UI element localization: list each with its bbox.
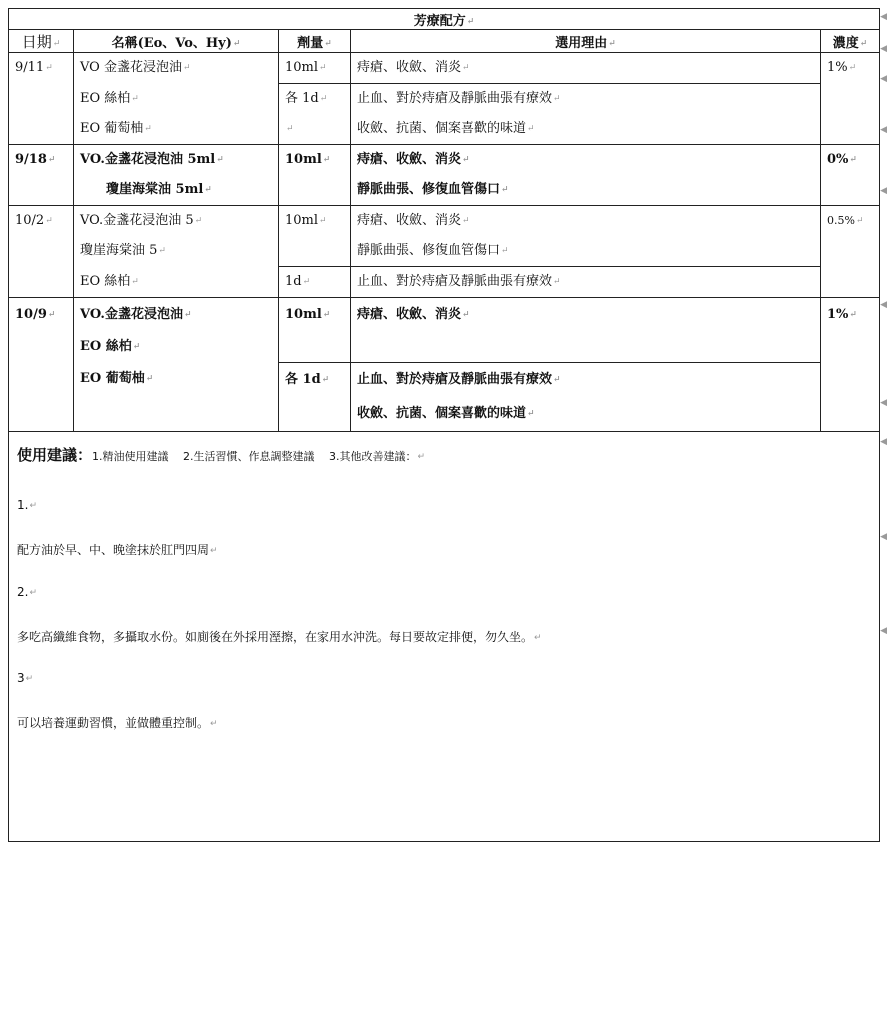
ingredient-name: EO 絲柏 ↵ bbox=[80, 91, 139, 106]
ingredient-dose: 各 1d ↵ bbox=[285, 91, 327, 106]
edge-mark: ◀ bbox=[880, 74, 887, 84]
ingredient-reason: 痔瘡、收斂、消炎 ↵ bbox=[357, 60, 470, 75]
entry-date: 10/2 ↵ bbox=[15, 213, 53, 228]
ingredient-name: 瓊崖海棠油 5 ↵ bbox=[80, 243, 166, 258]
advice-text: 配方油於早、中、晚塗抹於肛門四周 ↵ bbox=[17, 543, 218, 557]
ingredient-name: EO 絲柏 ↵ bbox=[80, 339, 140, 354]
entry-date: 10/9 ↵ bbox=[15, 307, 55, 322]
edge-mark: ◀ bbox=[880, 12, 887, 22]
advice-section bbox=[9, 432, 879, 841]
ingredient-name: VO.金盞花浸泡油 5 ↵ bbox=[80, 213, 202, 228]
table-row bbox=[9, 206, 880, 237]
table-row bbox=[9, 53, 880, 84]
advice-title: 使用建議： bbox=[17, 445, 93, 464]
table-row bbox=[9, 267, 880, 298]
ingredient-dose: 10ml ↵ bbox=[285, 60, 327, 75]
edge-mark: ◀ bbox=[880, 300, 887, 310]
table-row bbox=[9, 362, 880, 397]
entry-concentration: 1% ↵ bbox=[827, 60, 856, 75]
edge-mark: ◀ bbox=[880, 626, 887, 636]
table-row bbox=[9, 114, 880, 145]
entry-concentration: 0.5% ↵ bbox=[827, 214, 864, 227]
ingredient-name: 瓊崖海棠油 5ml ↵ bbox=[106, 182, 212, 197]
edge-mark: ◀ bbox=[880, 398, 887, 408]
entry-date: 9/18 ↵ bbox=[15, 152, 55, 167]
edge-mark: ◀ bbox=[880, 437, 887, 447]
ingredient-name: EO 葡萄柚 ↵ bbox=[80, 371, 153, 386]
advice-number: 2. ↵ bbox=[17, 585, 37, 599]
table-title: 芳療配方 ↵ bbox=[414, 14, 475, 29]
title-row bbox=[9, 9, 880, 30]
ingredient-reason: 止血、對於痔瘡及靜脈曲張有療效 ↵ bbox=[357, 372, 561, 387]
ingredient-dose: 10ml ↵ bbox=[285, 152, 330, 167]
ingredient-reason: 靜脈曲張、修復血管傷口 ↵ bbox=[357, 243, 509, 258]
header-reason: 選用理由 ↵ bbox=[555, 36, 616, 51]
ingredient-reason: 止血、對於痔瘡及靜脈曲張有療效 ↵ bbox=[357, 91, 561, 106]
ingredient-reason: 靜脈曲張、修復血管傷口 ↵ bbox=[357, 182, 509, 197]
ingredient-reason: 痔瘡、收斂、消炎 ↵ bbox=[357, 307, 470, 322]
ingredient-name: VO.金盞花浸泡油 5ml ↵ bbox=[80, 152, 224, 167]
ingredient-reason: 收斂、抗菌、個案喜歡的味道 ↵ bbox=[357, 406, 535, 421]
ingredient-name: EO 葡萄柚 ↵ bbox=[80, 121, 152, 136]
entry-concentration: 0% ↵ bbox=[827, 152, 857, 167]
entry-date: 9/11 ↵ bbox=[15, 60, 53, 75]
header-row bbox=[9, 30, 880, 53]
ingredient-dose: 各 1d ↵ bbox=[285, 372, 329, 387]
ingredient-dose bbox=[285, 121, 294, 136]
table-row bbox=[9, 84, 880, 115]
table-row bbox=[9, 298, 880, 333]
header-name: 名稱(Eo、Vo、Hy) ↵ bbox=[112, 36, 241, 51]
advice-row bbox=[9, 431, 880, 841]
ingredient-dose: 1d ↵ bbox=[285, 274, 310, 289]
ingredient-reason: 痔瘡、收斂、消炎 ↵ bbox=[357, 213, 470, 228]
advice-number: 1. ↵ bbox=[17, 498, 37, 512]
advice-text: 多吃高纖維食物，多攝取水份。如廁後在外採用溼擦，在家用水沖洗。每日要故定排便，勿久坐。 ↵ bbox=[17, 630, 542, 644]
edge-mark: ◀ bbox=[880, 44, 887, 54]
ingredient-name: VO.金盞花浸泡油 ↵ bbox=[80, 307, 192, 322]
entry-concentration: 1% ↵ bbox=[827, 307, 857, 322]
edge-mark: ◀ bbox=[880, 125, 887, 135]
edge-mark: ◀ bbox=[880, 532, 887, 542]
header-concentration: 濃度 ↵ bbox=[833, 36, 868, 51]
ingredient-dose: 10ml ↵ bbox=[285, 307, 330, 322]
advice-items: 1.精油使用建議 2.生活習慣、作息調整建議 3.其他改善建議： ↵ bbox=[92, 450, 425, 463]
table-row bbox=[9, 145, 880, 176]
ingredient-name: VO 金盞花浸泡油 ↵ bbox=[80, 60, 191, 75]
table-row bbox=[9, 236, 880, 267]
ingredient-reason: 痔瘡、收斂、消炎 ↵ bbox=[357, 152, 470, 167]
edge-mark: ◀ bbox=[880, 186, 887, 196]
advice-number: 3 ↵ bbox=[17, 671, 33, 685]
advice-text: 可以培養運動習慣，並做體重控制。 ↵ bbox=[17, 716, 218, 730]
header-date: 日期 ↵ bbox=[22, 33, 61, 51]
header-dose: 劑量 ↵ bbox=[297, 36, 332, 51]
recipe-table bbox=[8, 8, 880, 842]
document-page bbox=[8, 8, 879, 1018]
table-row bbox=[9, 175, 880, 206]
ingredient-reason: 收斂、抗菌、個案喜歡的味道 ↵ bbox=[357, 121, 535, 136]
ingredient-reason: 止血、對於痔瘡及靜脈曲張有療效 ↵ bbox=[357, 274, 561, 289]
ingredient-dose: 10ml ↵ bbox=[285, 213, 327, 228]
ingredient-name: EO 絲柏 ↵ bbox=[80, 274, 139, 289]
